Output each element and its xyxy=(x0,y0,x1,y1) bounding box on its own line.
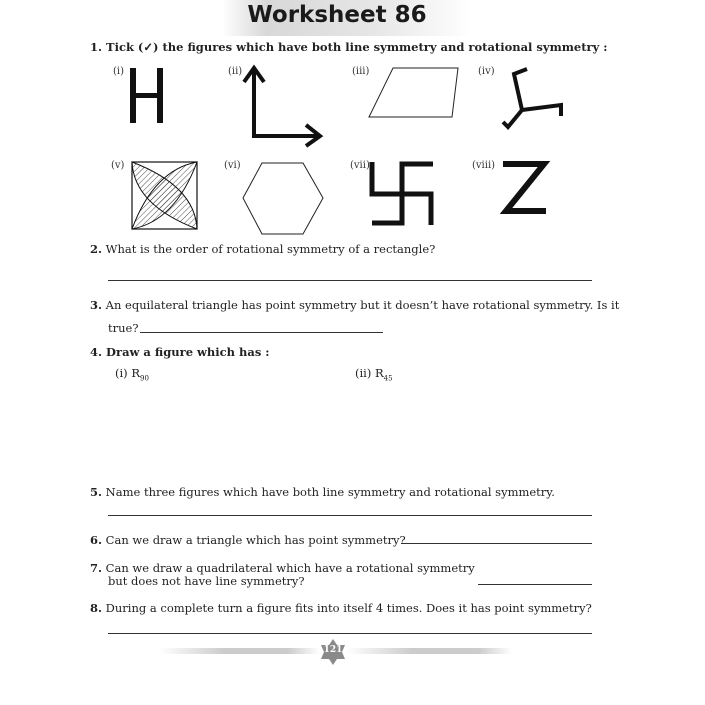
page-number: 121 xyxy=(323,645,343,655)
letter-z-figure xyxy=(503,164,546,211)
hatched-square-figure xyxy=(132,162,197,229)
figure-label: (ii) xyxy=(228,66,243,77)
answer-line-2[interactable] xyxy=(108,280,592,281)
parallelogram-figure xyxy=(369,68,458,117)
hexagon-figure xyxy=(243,163,323,234)
footer-bar-right xyxy=(346,648,512,654)
question-3: 3. An equilateral triangle has point symmetry but it doesn’t have rotational symmetry. Is it xyxy=(90,298,620,312)
question-3-cont: true? xyxy=(108,321,139,335)
swastika-figure xyxy=(372,162,433,225)
answer-line-6[interactable] xyxy=(401,543,592,544)
figure-label: (vi) xyxy=(224,160,241,171)
three-arm-figure xyxy=(503,69,561,127)
answer-line-7[interactable] xyxy=(478,584,592,585)
answer-line-8[interactable] xyxy=(108,633,592,634)
question-8: 8. During a complete turn a figure fits into itself 4 times. Does it has point symmetry? xyxy=(90,601,592,615)
figure-label: (i) xyxy=(113,66,125,77)
answer-line-3[interactable] xyxy=(140,332,383,333)
page-title: Worksheet 86 xyxy=(247,2,427,28)
l-arrow-figure xyxy=(244,68,320,146)
figure-label: (viii) xyxy=(472,160,496,171)
question-1: 1. Tick (✓) the figures which have both line symmetry and rotational symmetry : xyxy=(90,40,608,54)
answer-line-5[interactable] xyxy=(108,515,592,516)
question-6: 6. Can we draw a triangle which has point symmetry? xyxy=(90,533,406,547)
question-4-part-ii: (ii) $R_{45}$ xyxy=(355,366,393,383)
question-7-cont: but does not have line symmetry? xyxy=(108,574,305,588)
figure-label: (v) xyxy=(111,160,125,171)
figure-label: (vii) xyxy=(350,160,370,171)
footer-bar-left xyxy=(160,648,320,654)
question-5: 5. Name three figures which have both line symmetry and rotational symmetry. xyxy=(90,485,555,499)
figure-label: (iii) xyxy=(352,66,370,77)
question-4-part-i: (i) $R_{90}$ xyxy=(115,366,149,383)
question-4: 4. Draw a figure which has : xyxy=(90,345,270,359)
question-7: 7. Can we draw a quadrilateral which have a rotational symmetry xyxy=(90,561,475,575)
figure-label: (iv) xyxy=(478,66,495,77)
letter-h-figure xyxy=(130,68,163,123)
question-2: 2. What is the order of rotational symmetry of a rectangle? xyxy=(90,242,436,256)
